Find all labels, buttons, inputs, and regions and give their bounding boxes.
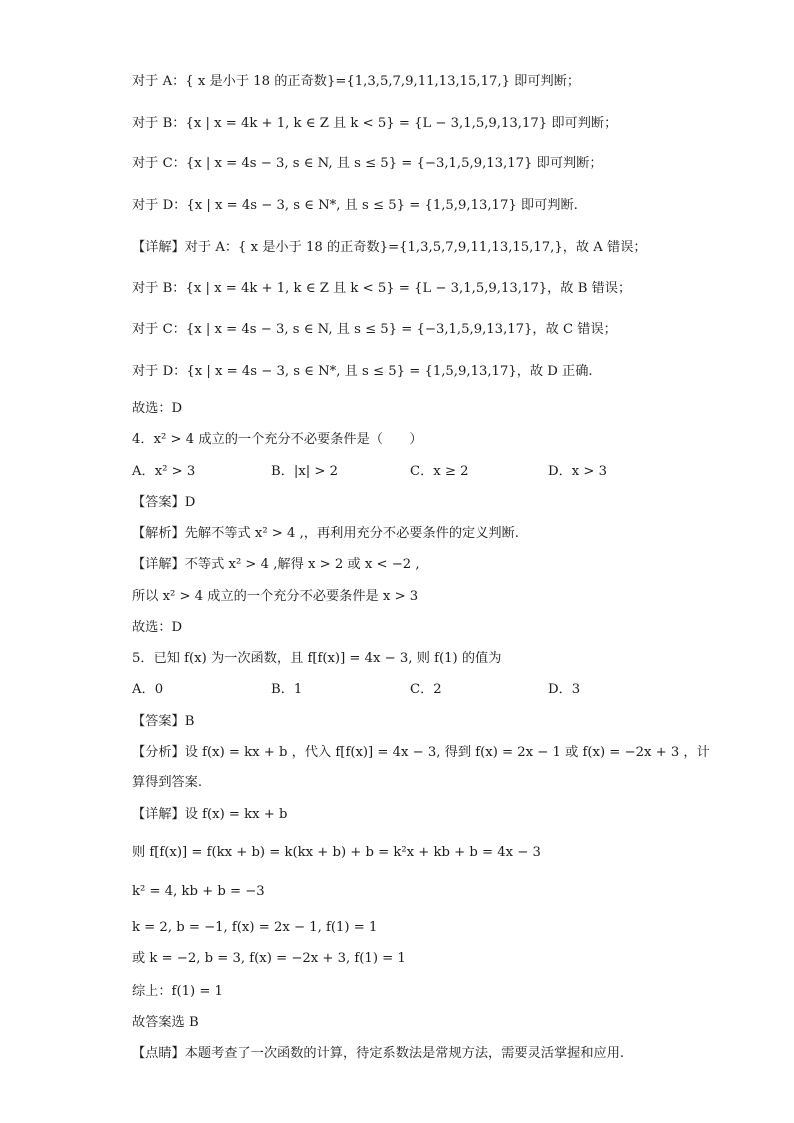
analysis-line-d: 对于 D：{x | x = 4s − 3, s ∈ N*, 且 s ≤ 5} = {1,5,9,13,17} 即可判断. xyxy=(132,198,578,213)
q5-comment: 【点睛】本题考查了一次函数的计算，待定系数法是常规方法，需要灵活掌握和应用. xyxy=(132,1046,625,1061)
question-5-stem: 5．已知 f(x) 为一次函数，且 f[f(x)] = 4x − 3, 则 f(1) 的值为 xyxy=(132,651,502,666)
q5-option-c: C．2 xyxy=(410,682,442,697)
question-4-stem: 4．x² > 4 成立的一个充分不必要条件是（ ） xyxy=(132,432,423,447)
analysis-line-c: 对于 C：{x | x = 4s − 3, s ∈ N, 且 s ≤ 5} = {−3,1,5,9,13,17} 即可判断； xyxy=(132,156,603,171)
detail-line-a: 【详解】对于 A：{ x 是小于 18 的正奇数}={1,3,5,7,9,11,13,15,17,}，故 A 错误； xyxy=(132,240,647,255)
analysis-line-a: 对于 A：{ x 是小于 18 的正奇数}={1,3,5,7,9,11,13,15,17,} 即可判断； xyxy=(132,74,581,89)
q3-answer-line: 故选：D xyxy=(132,401,183,416)
q5-detail-5: 或 k = −2, b = 3, f(x) = −2x + 3, f(1) = 1 xyxy=(132,951,406,966)
q4-analysis: 【解析】先解不等式 x² > 4 ,，再利用充分不必要条件的定义判断. xyxy=(132,526,520,541)
q5-choice: 故答案选 B xyxy=(132,1015,199,1030)
q4-option-b: B．|x| > 2 xyxy=(271,464,339,479)
q5-option-d: D．3 xyxy=(548,682,581,697)
q4-detail-1: 【详解】不等式 x² > 4 ,解得 x > 2 或 x < −2 , xyxy=(132,557,420,572)
q5-summary: 综上：f(1) = 1 xyxy=(132,984,223,999)
q4-option-d: D．x > 3 xyxy=(548,464,608,479)
q4-detail-2: 所以 x² > 4 成立的一个充分不必要条件是 x > 3 xyxy=(132,589,419,604)
q4-option-a: A．x² > 3 xyxy=(132,464,196,479)
detail-line-d: 对于 D：{x | x = 4s − 3, s ∈ N*, 且 s ≤ 5} = {1,5,9,13,17}，故 D 正确. xyxy=(132,364,593,379)
q5-detail-4: k = 2, b = −1, f(x) = 2x − 1, f(1) = 1 xyxy=(132,920,378,935)
detail-line-b: 对于 B：{x | x = 4k + 1, k ∈ Z 且 k < 5} = {L − 3,1,5,9,13,17}，故 B 错误； xyxy=(132,281,632,296)
q5-option-a: A．0 xyxy=(132,682,164,697)
analysis-line-b: 对于 B：{x | x = 4k + 1, k ∈ Z 且 k < 5} = {L − 3,1,5,9,13,17} 即可判断； xyxy=(132,116,618,131)
q5-analysis-2: 算得到答案. xyxy=(132,775,203,790)
q5-answer: 【答案】B xyxy=(132,714,195,729)
q4-option-c: C．x ≥ 2 xyxy=(410,464,469,479)
q5-detail-2: 则 f[f(x)] = f(kx + b) = k(kx + b) + b = k²x + kb + b = 4x − 3 xyxy=(132,845,541,860)
q5-detail-1: 【详解】设 f(x) = kx + b xyxy=(132,807,288,822)
q5-detail-3: k² = 4, kb + b = −3 xyxy=(132,884,265,899)
q5-analysis-1: 【分析】设 f(x) = kx + b ，代入 f[f(x)] = 4x − 3, 得到 f(x) = 2x − 1 或 f(x) = −2x + 3 ，计 xyxy=(132,745,710,760)
q4-answer: 【答案】D xyxy=(132,495,196,510)
q5-option-b: B．1 xyxy=(271,682,303,697)
q4-choice: 故选：D xyxy=(132,620,183,635)
detail-line-c: 对于 C：{x | x = 4s − 3, s ∈ N, 且 s ≤ 5} = {−3,1,5,9,13,17}，故 C 错误； xyxy=(132,322,617,337)
